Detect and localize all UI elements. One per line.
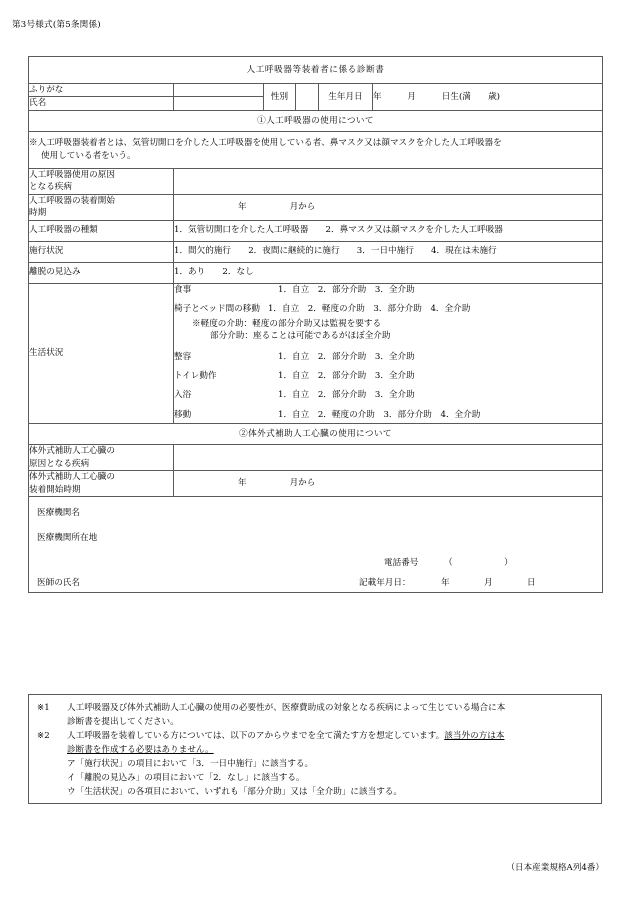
- furigana-row: [29, 84, 603, 97]
- footnote-item-u: ウ「生活状況」の各項目において、いずれも「部分介助」又は「全介助」に該当する。: [67, 786, 402, 797]
- ventilator-cause-label: [29, 168, 174, 194]
- living-item-transfer[interactable]: [174, 303, 602, 315]
- doctor-name-label: 医師の氏名: [37, 578, 80, 589]
- living-item-toilet-options: 1．自立 2．部分介助 3．全介助: [278, 370, 415, 381]
- section1-note: [29, 131, 603, 168]
- implementation-label: 施行状況: [29, 241, 174, 262]
- living-item-toilet-name: トイレ動作: [174, 370, 217, 381]
- implementation-row: [29, 241, 603, 262]
- vad-cause-label-line1: 体外式補助人工心臓の: [29, 446, 115, 457]
- footnote-item-a: ア「施行状況」の項目において「3．一日中施行」に該当する。: [67, 758, 314, 769]
- institution-name-label: 医療機関名: [37, 508, 80, 519]
- living-item-grooming-options: 1．自立 2．部分介助 3．全介助: [278, 351, 415, 362]
- vad-cause-row: [29, 445, 603, 471]
- footnote-1-mark: ※1: [37, 703, 50, 713]
- section1-note-line1: ※人工呼吸器装着者とは、気管切開口を介した人工呼吸器を使用している者、鼻マスク又は顔マスクを介した人工呼吸器を: [29, 138, 502, 149]
- living-item-meal-options: 1．自立 2．部分介助 3．全介助: [278, 284, 415, 295]
- vad-cause-input[interactable]: [174, 445, 603, 471]
- ventilator-start-label-line1: 人工呼吸器の装着開始: [29, 195, 115, 206]
- living-item-bathing[interactable]: [174, 389, 602, 401]
- record-date-value[interactable]: 年 月 日: [441, 578, 536, 589]
- footnote-2-line1: [67, 730, 593, 744]
- ventilator-start-label: [29, 194, 174, 220]
- section1-heading: ①人工呼吸器の使用について: [29, 110, 603, 131]
- footnote-2-line2-wrap: [37, 744, 593, 758]
- ventilator-cause-row: [29, 168, 603, 194]
- living-situation-row: [29, 283, 603, 424]
- form-number: 第3号様式(第5条関係): [12, 20, 101, 30]
- ventilator-start-input[interactable]: 年 月から: [174, 194, 603, 220]
- living-item-grooming-name: 整容: [174, 351, 192, 362]
- section1-note-row: [29, 131, 603, 168]
- name-label: 氏名: [29, 97, 174, 110]
- footnote-1-line2: 診断書を提出してください。: [67, 716, 179, 727]
- institution-row: [29, 497, 603, 593]
- institution-phone-value[interactable]: （ ）: [444, 558, 513, 569]
- ventilator-start-label-line2: 時期: [29, 208, 47, 219]
- vad-start-label-line2: 装着開始時期: [29, 484, 81, 495]
- living-item-mobility[interactable]: [174, 409, 602, 421]
- furigana-label: ふりがな: [29, 84, 174, 97]
- living-situation-label: 生活状況: [29, 283, 174, 424]
- weaning-label: 離脱の見込み: [29, 262, 174, 283]
- footnote-1-line1: 人工呼吸器及び体外式補助人工心臓の使用の必要性が、医療費助成の対象となる疾病によって生じている場合に本: [67, 703, 506, 713]
- living-item-mobility-options: 1．自立 2．軽度の介助 3．部分介助 4．全介助: [278, 409, 481, 420]
- section2-heading: ②体外式補助人工心臓の使用について: [29, 424, 603, 445]
- vad-start-label: [29, 471, 174, 497]
- institution-address-label: 医療機関所在地: [37, 533, 98, 544]
- living-situation-items: [174, 283, 603, 424]
- living-item-meal-name: 食事: [174, 284, 192, 295]
- birthdate-label: 生年月日: [319, 84, 373, 111]
- vad-start-label-line1: 体外式補助人工心臓の: [29, 472, 115, 483]
- furigana-input[interactable]: [174, 84, 264, 97]
- living-item-transfer-options: 1．自立 2．軽度の介助 3．部分介助 4．全介助: [267, 304, 471, 315]
- living-item-transfer-name: 椅子とベッド間の移動: [174, 304, 260, 315]
- ventilator-cause-label-line1: 人工呼吸器使用の原因: [29, 169, 115, 180]
- gender-input[interactable]: [296, 84, 319, 111]
- ventilator-start-row: [29, 194, 603, 220]
- living-subnote-1: ※軽度の介助：軽度の部分介助又は監視を要する: [192, 318, 382, 329]
- living-item-meal[interactable]: [174, 284, 602, 296]
- section1-heading-row: [29, 110, 603, 131]
- footnote-2-mark: ※2: [37, 730, 50, 741]
- weaning-options[interactable]: 1．あり 2．なし: [174, 262, 603, 283]
- section2-heading-row: [29, 424, 603, 445]
- footnote-1: [37, 702, 593, 716]
- ventilator-type-label: 人工呼吸器の種類: [29, 220, 174, 241]
- footnote-2-line2-underlined: 診断書を作成する必要はありません。: [67, 744, 214, 755]
- implementation-options[interactable]: 1．間欠的施行 2．夜間に継続的に施行 3．一日中施行 4．現在は未施行: [174, 241, 603, 262]
- living-item-grooming[interactable]: [174, 351, 602, 363]
- ventilator-cause-input[interactable]: [174, 168, 603, 194]
- living-item-toilet[interactable]: [174, 370, 602, 382]
- weaning-row: [29, 262, 603, 283]
- footnote-box: [28, 694, 602, 804]
- document-title: 人工呼吸器等装着者に係る診断書: [29, 57, 603, 84]
- vad-start-row: [29, 471, 603, 497]
- ventilator-type-row: [29, 220, 603, 241]
- name-input[interactable]: [174, 97, 264, 110]
- footnote-item-i: イ「離脱の見込み」の項目において「2．なし」に該当する。: [67, 772, 305, 783]
- main-form-table: [28, 56, 603, 593]
- footnote-2-line1-plain: 人工呼吸器を装着している方については、以下のアからウまでを全て満たす方を想定しています。: [67, 730, 445, 741]
- living-item-mobility-name: 移動: [174, 409, 192, 420]
- living-item-bathing-name: 入浴: [174, 390, 192, 401]
- gender-label: 性別: [264, 84, 296, 111]
- vad-cause-label: [29, 445, 174, 471]
- footnote-2-line1-underlined: 該当外の方は本: [444, 730, 505, 741]
- institution-block: [29, 497, 603, 593]
- living-item-bathing-options: 1．自立 2．部分介助 3．全介助: [278, 390, 415, 401]
- ventilator-cause-label-line2: となる疾病: [29, 182, 72, 193]
- living-subnote-2: 部分介助：座ることは可能であるがほぼ全介助: [210, 331, 391, 342]
- section1-note-line2: 使用している者をいう。: [41, 150, 136, 161]
- institution-phone-label: 電話番号: [384, 558, 419, 569]
- record-date-label: 記載年月日：: [359, 578, 411, 589]
- vad-start-input[interactable]: 年 月から: [174, 471, 603, 497]
- vad-cause-label-line2: 原因となる疾病: [29, 458, 90, 469]
- ventilator-type-options[interactable]: 1．気管切開口を介した人工呼吸器 2．鼻マスク又は顔マスクを介した人工呼吸器: [174, 220, 603, 241]
- footnote-2: [37, 730, 593, 744]
- title-row: [29, 57, 603, 84]
- paper-standard-note: （日本産業規格A列4番）: [506, 863, 604, 873]
- birthdate-input[interactable]: 年 月 日生(満 歳): [373, 84, 603, 111]
